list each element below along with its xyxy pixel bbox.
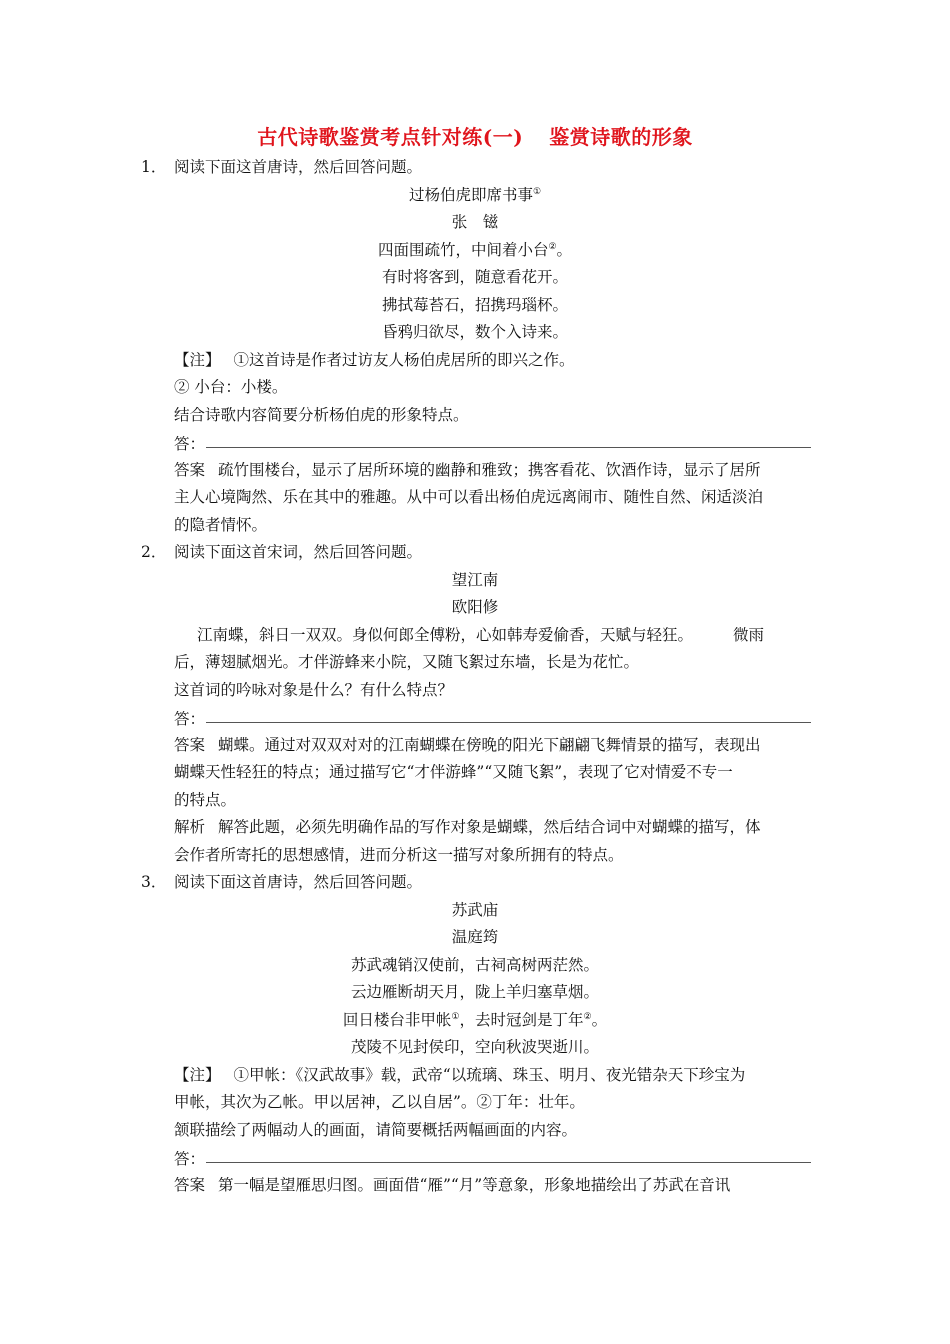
question-1-text: 结合诗歌内容简要分析杨伯虎的形象特点。 — [174, 406, 469, 424]
poem-2-line-2: 后，薄翅腻烟光。才伴游蜂来小院，又随飞絮过东墙，长是为花忙。 — [174, 653, 640, 671]
poem-3-author: 温庭筠 — [451, 928, 499, 946]
question-1-number: 1． — [141, 158, 167, 176]
poem-2-line-1: 江南蝶，斜日一双双。身似何郎全傅粉，心如韩寿爱偷香，天赋与轻狂。 微雨 — [197, 626, 765, 644]
poem-3-line-3: 回日楼台非甲帐①，去时冠剑是丁年②。 — [342, 1011, 608, 1029]
poem-3-line-4: 茂陵不见封侯印，空向秋波哭逝川。 — [350, 1038, 599, 1056]
answer-rule — [206, 722, 811, 723]
poem-1-line-1: 四面围疏竹，中间着小台②。 — [377, 241, 573, 259]
question-2-number: 2． — [141, 543, 167, 561]
poem-1-line-2: 有时将客到，随意看花开。 — [381, 268, 568, 286]
answer-1-blank[interactable]: 答： — [174, 432, 811, 452]
key-1-line-2: 主人心境陶然、乐在其中的雅趣。从中可以看出杨伯虎远离闹市、随性自然、闲适淡泊 — [174, 488, 764, 506]
title-main: 古代诗歌鉴赏考点针对练(一) — [257, 125, 524, 149]
poem-1-line-3: 拂拭莓苔石，招携玛瑙杯。 — [381, 296, 568, 314]
poem-1-author: 张 镃 — [451, 213, 499, 231]
poem-3-line-1: 苏武魂销汉使前，古祠高树两茫然。 — [350, 956, 599, 974]
page-title — [0, 121, 950, 150]
question-2-text: 这首词的吟咏对象是什么？有什么特点？ — [174, 681, 454, 699]
answer-3-blank[interactable]: 答： — [174, 1147, 811, 1167]
poem-3-line-2: 云边雁断胡天月，陇上羊归塞草烟。 — [350, 983, 599, 1001]
poem-3-note-2: 甲帐，其次为乙帐。甲以居神，乙以自居”。②丁年：壮年。 — [174, 1093, 585, 1111]
question-1-prompt: 阅读下面这首唐诗，然后回答问题。 — [174, 158, 423, 176]
analysis-2-line-1: 解析 解答此题，必须先明确作品的写作对象是蝴蝶，然后结合词中对蝴蝶的描写，体 — [174, 818, 761, 836]
poem-3-note-1: 【注】 ①甲帐：《汉武故事》载，武帝“以琉璃、珠玉、明月、夜光错杂天下珍宝为 — [174, 1066, 746, 1084]
answer-rule — [206, 447, 811, 448]
analysis-2-line-2: 会作者所寄托的思想感情，进而分析这一描写对象所拥有的特点。 — [174, 846, 624, 864]
poem-2-title: 望江南 — [451, 571, 499, 589]
poem-1-note-2: ② 小台：小楼。 — [174, 378, 288, 396]
answer-rule — [206, 1162, 811, 1163]
poem-1-line-4: 昏鸦归欲尽，数个入诗来。 — [381, 323, 568, 341]
question-3-prompt: 阅读下面这首唐诗，然后回答问题。 — [174, 873, 423, 891]
poem-3-title: 苏武庙 — [451, 901, 499, 919]
key-2-line-1: 答案 蝴蝶。通过对双双对对的江南蝴蝶在傍晚的阳光下翩翩飞舞情景的描写，表现出 — [174, 736, 761, 754]
poem-1-note-1: 【注】 ①这首诗是作者过访友人杨伯虎居所的即兴之作。 — [174, 351, 575, 369]
question-2-prompt: 阅读下面这首宋词，然后回答问题。 — [174, 543, 423, 561]
title-topic: 鉴赏诗歌的形象 — [549, 125, 693, 149]
key-1-line-3: 的隐者情怀。 — [174, 516, 268, 534]
key-1-line-1: 答案 疏竹围楼台，显示了居所环境的幽静和雅致；携客看花、饮酒作诗，显示了居所 — [174, 461, 761, 479]
poem-2-author: 欧阳修 — [451, 598, 499, 616]
question-3-text: 颔联描绘了两幅动人的画面，请简要概括两幅画面的内容。 — [174, 1121, 578, 1139]
key-2-line-3: 的特点。 — [174, 791, 237, 809]
question-3-number: 3． — [141, 873, 167, 891]
poem-1-title: 过杨伯虎即席书事① — [408, 186, 542, 204]
key-3-line-1: 答案 第一幅是望雁思归图。画面借“雁”“月”等意象，形象地描绘出了苏武在音讯 — [174, 1176, 731, 1194]
key-2-line-2: 蝴蝶天性轻狂的特点；通过描写它“才伴游蜂”“又随飞絮”，表现了它对情爱不专一 — [174, 763, 733, 781]
answer-2-blank[interactable]: 答： — [174, 707, 811, 727]
